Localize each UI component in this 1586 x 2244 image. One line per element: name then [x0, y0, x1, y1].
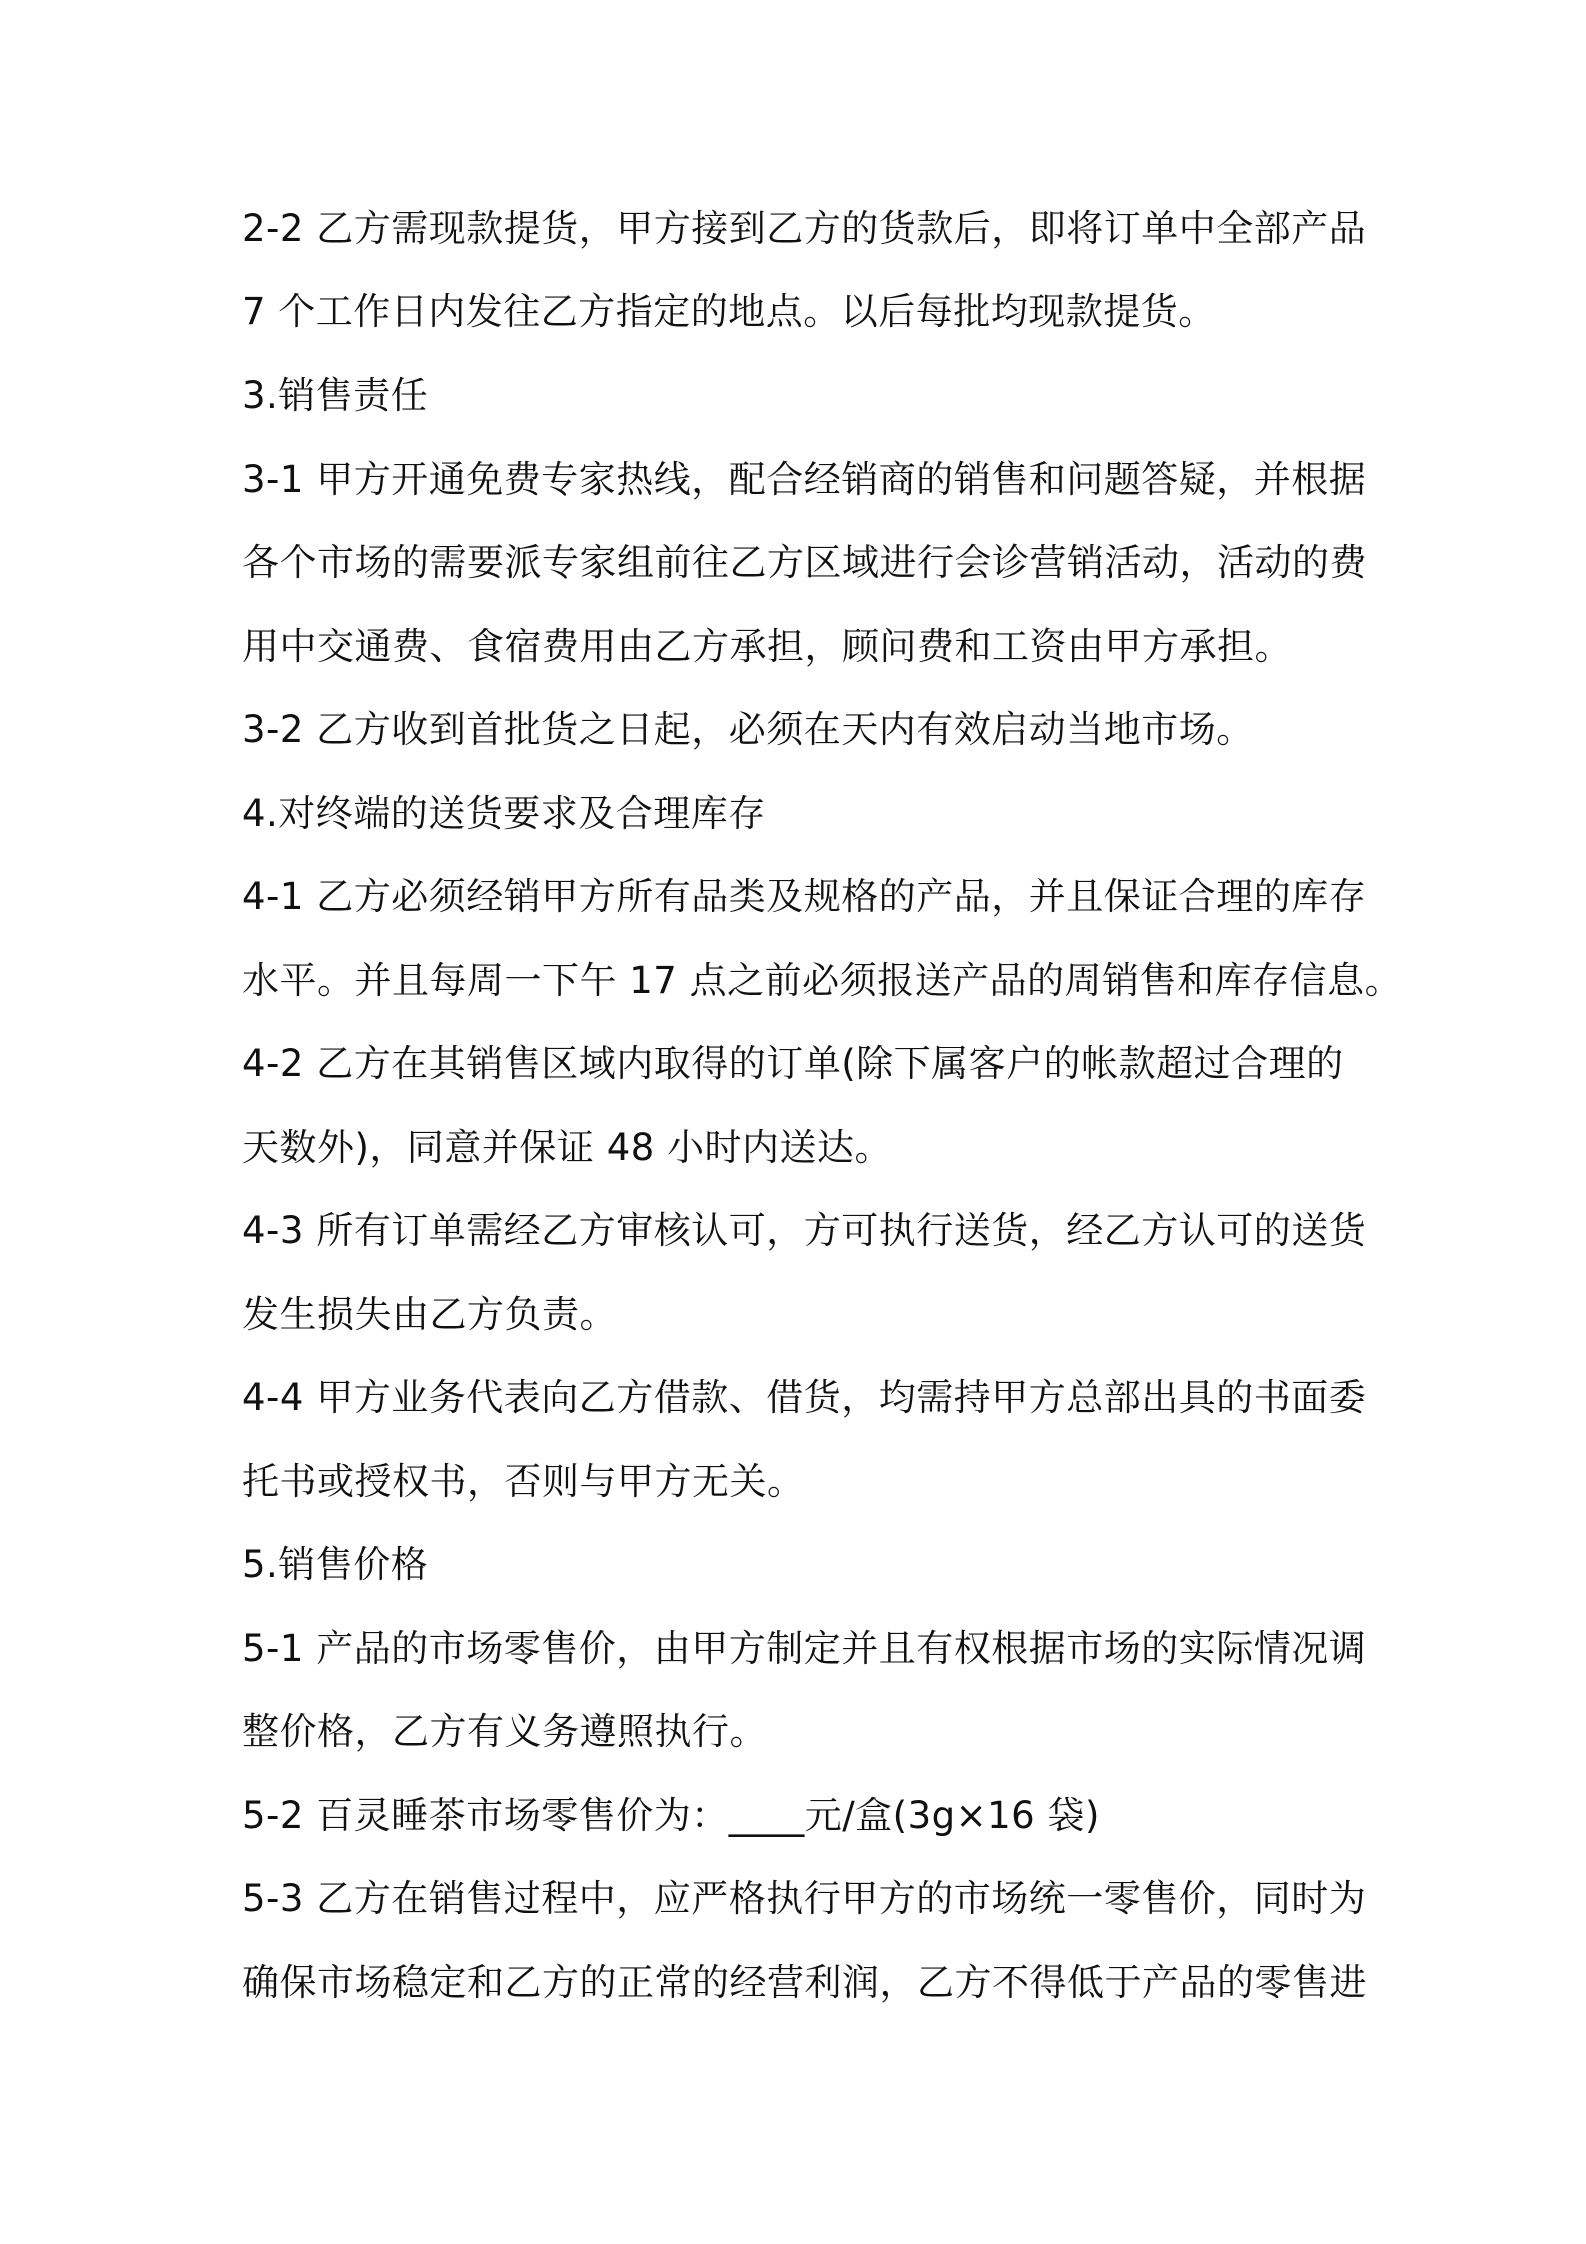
text-line: 5-3 乙方在销售过程中，应严格执行甲方的市场统一零售价，同时为: [242, 1877, 1367, 1920]
text-line: 各个市场的需要派专家组前往乙方区域进行会诊营销活动，活动的费: [242, 541, 1367, 584]
text-line: 发生损失由乙方负责。: [242, 1293, 617, 1336]
text-line: 4-2 乙方在其销售区域内取得的订单(除下属客户的帐款超过合理的: [242, 1042, 1344, 1085]
text-line: 4-1 乙方必须经销甲方所有品类及规格的产品，并且保证合理的库存: [242, 875, 1367, 918]
text-line: 3-1 甲方开通免费专家热线，配合经销商的销售和问题答疑，并根据: [242, 458, 1367, 501]
text-line: 3-2 乙方收到首批货之日起，必须在天内有效启动当地市场。: [242, 708, 1254, 751]
text-line: 7 个工作日内发往乙方指定的地点。以后每批均现款提货。: [242, 290, 1216, 333]
text-line: 5-1 产品的市场零售价，由甲方制定并且有权根据市场的实际情况调: [242, 1627, 1367, 1670]
text-line: 托书或授权书，否则与甲方无关。: [242, 1460, 805, 1503]
section-heading: 5.销售价格: [242, 1543, 429, 1586]
text-line: 天数外)，同意并保证 48 小时内送达。: [242, 1126, 893, 1169]
text-line: 用中交通费、食宿费用由乙方承担，顾问费和工资由甲方承担。: [242, 625, 1292, 668]
text-line: 5-2 百灵睡茶市场零售价为：____元/盒(3g×16 袋): [242, 1794, 1100, 1837]
section-heading: 4.对终端的送货要求及合理库存: [242, 792, 766, 835]
text-line: 确保市场稳定和乙方的正常的经营利润，乙方不得低于产品的零售进: [242, 1961, 1367, 2004]
text-line: 整价格，乙方有义务遵照执行。: [242, 1710, 767, 1753]
text-line: 4-4 甲方业务代表向乙方借款、借货，均需持甲方总部出具的书面委: [242, 1376, 1367, 1419]
text-line: 水平。并且每周一下午 17 点之前必须报送产品的周销售和库存信息。: [242, 959, 1403, 1002]
text-line: 4-3 所有订单需经乙方审核认可，方可执行送货，经乙方认可的送货: [242, 1209, 1367, 1252]
text-line: 2-2 乙方需现款提货，甲方接到乙方的货款后，即将订单中全部产品: [242, 207, 1367, 250]
section-heading: 3.销售责任: [242, 374, 429, 417]
